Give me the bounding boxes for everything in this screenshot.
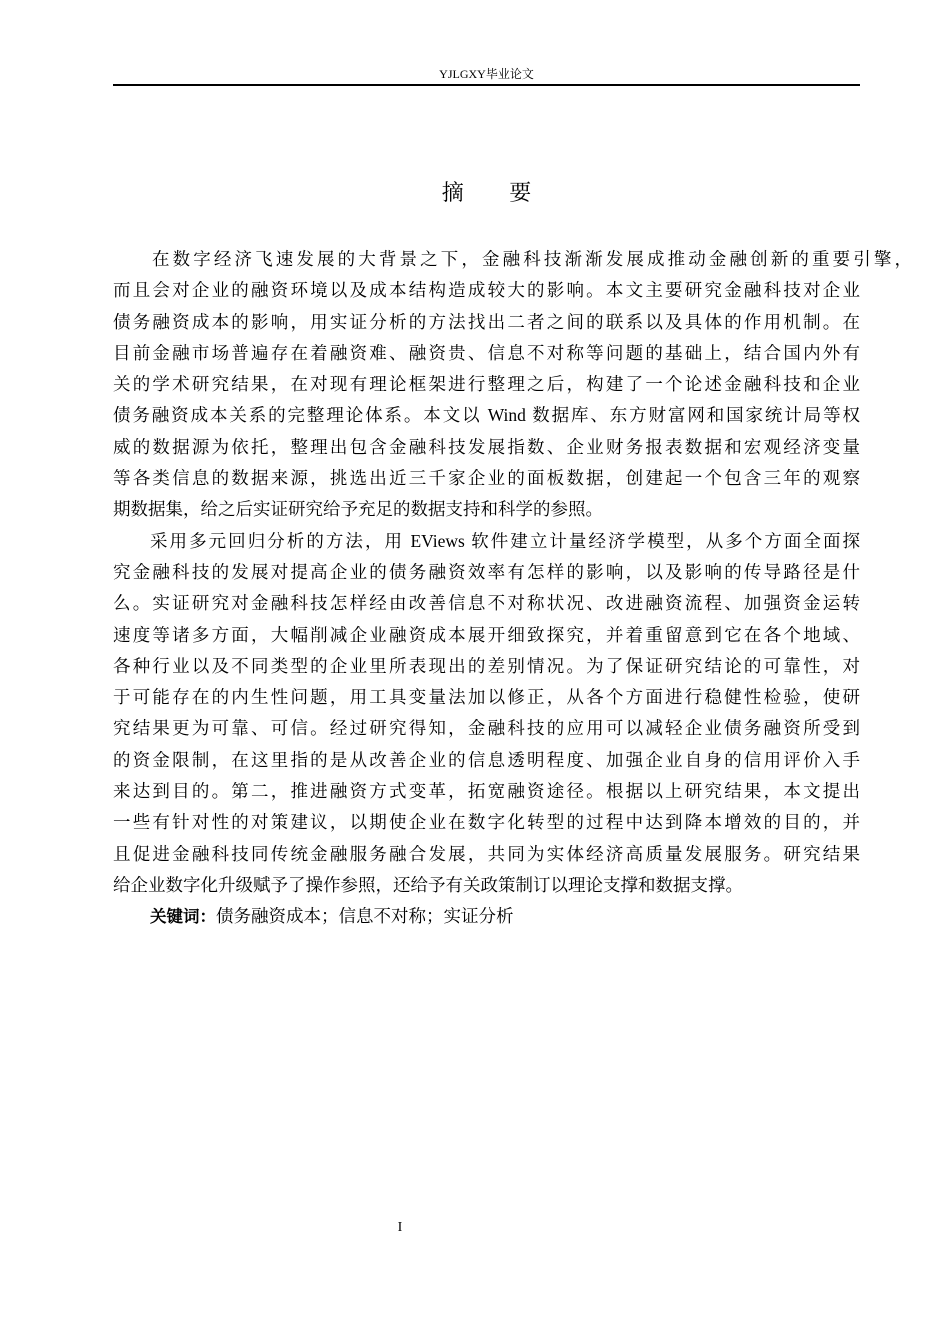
paragraph-1-line: 债务融资成本关系的完整理论体系。本文以 Wind 数据库、东方财富网和国家统计局等权 <box>113 405 860 426</box>
header-title: YJLGXY毕业论文 <box>439 67 534 81</box>
paragraph-2-line: 给企业数字化升级赋予了操作参照，还给予有关政策制订以理论支撑和数据支撑。 <box>113 874 743 895</box>
paragraph-2-line: 于可能存在的内生性问题，用工具变量法加以修正，从各个方面进行稳健性检验，使研 <box>113 687 860 708</box>
paragraph-2-line: 一些有针对性的对策建议，以期使企业在数字化转型的过程中达到降本增效的目的，并 <box>113 812 860 833</box>
keywords-line <box>113 901 873 932</box>
paragraph-2-line: 速度等诸多方面，大幅削减企业融资成本展开细致探究，并着重留意到它在各个地域、 <box>113 624 860 645</box>
paragraph-2-line: 各种行业以及不同类型的企业里所表现出的差别情况。为了保证研究结论的可靠性，对 <box>113 655 860 676</box>
paragraph-1-line: 威的数据源为依托，整理出包含金融科技发展指数、企业财务报表数据和宏观经济变量 <box>113 436 860 457</box>
paragraph-1-line: 等各类信息的数据来源，挑选出近三千家企业的面板数据，创建起一个包含三年的观察 <box>113 468 860 489</box>
paragraph-2-line: 来达到目的。第二，推进融资方式变革，拓宽融资途径。根据以上研究结果，本文提出 <box>113 781 860 802</box>
page-header <box>113 64 860 86</box>
paragraph-2-line: 采用多元回归分析的方法，用 EViews 软件建立计量经济学模型，从多个方面全面探 <box>150 530 860 551</box>
abstract-title: 摘 要 <box>441 180 552 205</box>
paragraph-2-line: 的资金限制，在这里指的是从改善企业的信息透明程度、加强企业自身的信用评价入手 <box>113 749 860 770</box>
page-number: I <box>397 1220 403 1235</box>
paragraph-1-line: 而且会对企业的融资环境以及成本结构造成较大的影响。本文主要研究金融科技对企业 <box>113 280 860 301</box>
paragraph-2-line: 究金融科技的发展对提高企业的债务融资效率有怎样的影响，以及影响的传导路径是什 <box>113 561 860 582</box>
paragraph-1-line: 目前金融市场普遍存在着融资难、融资贵、信息不对称等问题的基础上，结合国内外有 <box>113 342 860 363</box>
keywords-label: 关键词： <box>150 907 216 927</box>
paragraph-1-line: 关的学术研究结果，在对现有理论框架进行整理之后，构建了一个论述金融科技和企业 <box>113 374 860 395</box>
abstract-body <box>113 244 912 933</box>
paragraph-2-line: 究结果更为可靠、可信。经过研究得知，金融科技的应用可以减轻企业债务融资所受到 <box>113 718 860 739</box>
paragraph-1-line: 在数字经济飞速发展的大背景之下，金融科技渐渐发展成推动金融创新的重要引擎， <box>152 249 912 269</box>
paragraph-2-line: 且促进金融科技同传统金融服务融合发展，共同为实体经济高质量发展服务。研究结果 <box>113 843 860 864</box>
paragraph-1-line: 期数据集，给之后实证研究给予充足的数据支持和科学的参照。 <box>113 499 603 520</box>
paragraph-1-line: 债务融资成本的影响，用实证分析的方法找出二者之间的联系以及具体的作用机制。在 <box>113 311 860 332</box>
keywords-text: 债务融资成本；信息不对称；实证分析 <box>216 906 514 927</box>
paragraph-2-line: 么。实证研究对金融科技怎样经由改善信息不对称状况、改进融资流程、加强资金运转 <box>113 593 860 614</box>
